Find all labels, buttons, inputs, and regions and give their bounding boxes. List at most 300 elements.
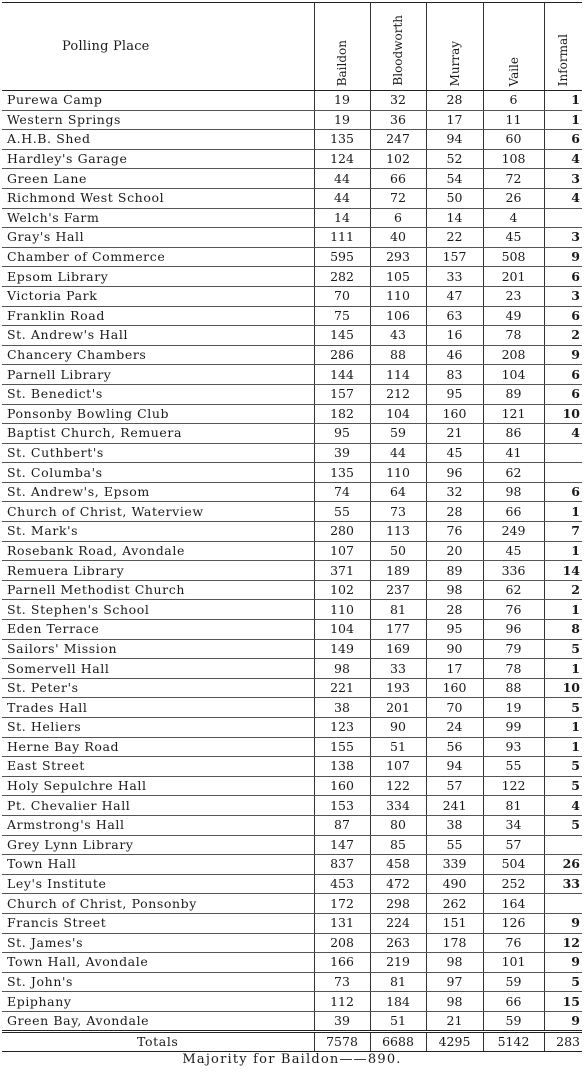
votes-murray: 98 (426, 580, 483, 600)
votes-baildon: 102 (314, 580, 370, 600)
votes-bloodworth: 212 (370, 384, 426, 404)
votes-vaile: 72 (483, 169, 544, 189)
votes-murray: 55 (426, 835, 483, 855)
votes-vaile: 121 (483, 404, 544, 424)
votes-baildon: 110 (314, 600, 370, 620)
table-row (2, 1011, 582, 1031)
polling-place: Sailors' Mission (2, 639, 314, 659)
votes-murray: 20 (426, 541, 483, 561)
votes-vaile: 60 (483, 130, 544, 150)
votes-bloodworth: 263 (370, 933, 426, 953)
votes-baildon: 221 (314, 678, 370, 698)
votes-bloodworth: 40 (370, 228, 426, 248)
votes-murray: 22 (426, 228, 483, 248)
votes-informal (544, 894, 582, 914)
votes-murray: 28 (426, 600, 483, 620)
votes-baildon: 70 (314, 286, 370, 306)
polling-place: Eden Terrace (2, 620, 314, 640)
votes-bloodworth: 81 (370, 600, 426, 620)
votes-baildon: 371 (314, 561, 370, 581)
table-body (2, 91, 582, 1032)
polling-place: Chamber of Commerce (2, 247, 314, 267)
header-murray-cell (426, 3, 483, 91)
votes-baildon: 147 (314, 835, 370, 855)
votes-vaile: 99 (483, 718, 544, 738)
polling-place: Parnell Methodist Church (2, 580, 314, 600)
table-row (2, 698, 582, 718)
table-row (2, 522, 582, 542)
votes-murray: 160 (426, 404, 483, 424)
votes-informal: 4 (544, 188, 582, 208)
votes-baildon: 75 (314, 306, 370, 326)
votes-baildon: 39 (314, 1011, 370, 1031)
votes-baildon: 112 (314, 992, 370, 1012)
votes-vaile: 6 (483, 91, 544, 111)
header-bloodworth: Bloodworth (391, 15, 405, 86)
polling-place: A.H.B. Shed (2, 130, 314, 150)
votes-informal: 9 (544, 1011, 582, 1031)
polling-place: Ponsonby Bowling Club (2, 404, 314, 424)
votes-bloodworth: 219 (370, 953, 426, 973)
header-murray: Murray (447, 40, 462, 86)
votes-bloodworth: 110 (370, 463, 426, 483)
votes-baildon: 286 (314, 345, 370, 365)
votes-vaile: 508 (483, 247, 544, 267)
votes-vaile: 34 (483, 815, 544, 835)
votes-vaile: 101 (483, 953, 544, 973)
votes-bloodworth: 458 (370, 855, 426, 875)
votes-murray: 178 (426, 933, 483, 953)
polling-place: St. Andrew's Hall (2, 326, 314, 346)
votes-murray: 38 (426, 815, 483, 835)
votes-vaile: 76 (483, 933, 544, 953)
votes-murray: 96 (426, 463, 483, 483)
polling-place: St. James's (2, 933, 314, 953)
total-baildon: 7578 (314, 1031, 370, 1051)
table-row (2, 718, 582, 738)
votes-bloodworth: 472 (370, 874, 426, 894)
polling-place: Parnell Library (2, 365, 314, 385)
votes-vaile: 41 (483, 443, 544, 463)
votes-murray: 24 (426, 718, 483, 738)
votes-baildon: 282 (314, 267, 370, 287)
votes-vaile: 59 (483, 1011, 544, 1031)
votes-baildon: 135 (314, 130, 370, 150)
header-informal-cell (544, 3, 582, 91)
votes-bloodworth: 106 (370, 306, 426, 326)
polling-place: Pt. Chevalier Hall (2, 796, 314, 816)
votes-informal: 5 (544, 639, 582, 659)
votes-murray: 21 (426, 424, 483, 444)
votes-informal: 2 (544, 580, 582, 600)
votes-bloodworth: 80 (370, 815, 426, 835)
polling-place: Chancery Chambers (2, 345, 314, 365)
votes-baildon: 453 (314, 874, 370, 894)
polling-place: Holy Sepulchre Hall (2, 776, 314, 796)
table-row (2, 953, 582, 973)
votes-vaile: 93 (483, 737, 544, 757)
table-row (2, 855, 582, 875)
polling-place: Green Bay, Avondale (2, 1011, 314, 1031)
votes-murray: 47 (426, 286, 483, 306)
votes-vaile: 66 (483, 502, 544, 522)
polling-place: Church of Christ, Waterview (2, 502, 314, 522)
votes-bloodworth: 189 (370, 561, 426, 581)
polling-place: Green Lane (2, 169, 314, 189)
polling-place: Rosebank Road, Avondale (2, 541, 314, 561)
table-row (2, 365, 582, 385)
header-row (2, 3, 582, 91)
votes-informal: 33 (544, 874, 582, 894)
table-row (2, 992, 582, 1012)
votes-informal: 9 (544, 345, 582, 365)
votes-baildon: 182 (314, 404, 370, 424)
votes-informal (544, 208, 582, 228)
votes-baildon: 55 (314, 502, 370, 522)
polling-place: Western Springs (2, 110, 314, 130)
votes-vaile: 86 (483, 424, 544, 444)
table-row (2, 482, 582, 502)
votes-bloodworth: 110 (370, 286, 426, 306)
votes-bloodworth: 224 (370, 913, 426, 933)
table-row (2, 913, 582, 933)
votes-murray: 95 (426, 384, 483, 404)
table-row (2, 874, 582, 894)
votes-baildon: 14 (314, 208, 370, 228)
votes-bloodworth: 184 (370, 992, 426, 1012)
votes-baildon: 19 (314, 91, 370, 111)
votes-bloodworth: 122 (370, 776, 426, 796)
votes-baildon: 87 (314, 815, 370, 835)
votes-bloodworth: 50 (370, 541, 426, 561)
votes-murray: 98 (426, 992, 483, 1012)
votes-murray: 57 (426, 776, 483, 796)
votes-bloodworth: 51 (370, 1011, 426, 1031)
votes-bloodworth: 201 (370, 698, 426, 718)
votes-vaile: 59 (483, 972, 544, 992)
votes-vaile: 49 (483, 306, 544, 326)
polling-place: Franklin Road (2, 306, 314, 326)
votes-murray: 46 (426, 345, 483, 365)
votes-informal: 6 (544, 306, 582, 326)
votes-baildon: 111 (314, 228, 370, 248)
votes-baildon: 160 (314, 776, 370, 796)
votes-vaile: 504 (483, 855, 544, 875)
votes-vaile: 78 (483, 659, 544, 679)
votes-baildon: 837 (314, 855, 370, 875)
votes-vaile: 126 (483, 913, 544, 933)
table-row (2, 502, 582, 522)
votes-informal: 1 (544, 91, 582, 111)
votes-vaile: 89 (483, 384, 544, 404)
votes-vaile: 81 (483, 796, 544, 816)
table-row (2, 404, 582, 424)
table-row (2, 110, 582, 130)
votes-vaile: 55 (483, 757, 544, 777)
votes-murray: 28 (426, 91, 483, 111)
polling-place: St. Stephen's School (2, 600, 314, 620)
votes-informal: 4 (544, 424, 582, 444)
votes-murray: 97 (426, 972, 483, 992)
votes-informal: 9 (544, 247, 582, 267)
votes-murray: 14 (426, 208, 483, 228)
totals-row (2, 1031, 582, 1051)
votes-baildon: 19 (314, 110, 370, 130)
votes-informal: 14 (544, 561, 582, 581)
header-bloodworth-cell (370, 3, 426, 91)
votes-baildon: 138 (314, 757, 370, 777)
votes-vaile: 96 (483, 620, 544, 640)
polling-place: Grey Lynn Library (2, 835, 314, 855)
votes-baildon: 123 (314, 718, 370, 738)
votes-informal: 10 (544, 404, 582, 424)
total-informal: 283 (544, 1031, 582, 1051)
polling-place: St. Columba's (2, 463, 314, 483)
votes-baildon: 95 (314, 424, 370, 444)
votes-informal: 10 (544, 678, 582, 698)
table-row (2, 208, 582, 228)
votes-informal: 1 (544, 110, 582, 130)
votes-informal: 3 (544, 286, 582, 306)
votes-bloodworth: 43 (370, 326, 426, 346)
votes-vaile: 23 (483, 286, 544, 306)
votes-vaile: 122 (483, 776, 544, 796)
table-row (2, 776, 582, 796)
polling-place: Richmond West School (2, 188, 314, 208)
table-row (2, 894, 582, 914)
header-vaile: Vaile (506, 56, 521, 86)
votes-vaile: 62 (483, 580, 544, 600)
polling-place: St. Cuthbert's (2, 443, 314, 463)
polling-place: St. John's (2, 972, 314, 992)
votes-bloodworth: 36 (370, 110, 426, 130)
header-polling-place: Polling Place (2, 3, 314, 91)
votes-vaile: 201 (483, 267, 544, 287)
votes-murray: 262 (426, 894, 483, 914)
votes-informal: 12 (544, 933, 582, 953)
table-row (2, 678, 582, 698)
table-row (2, 91, 582, 111)
votes-informal: 1 (544, 541, 582, 561)
votes-vaile: 78 (483, 326, 544, 346)
votes-baildon: 104 (314, 620, 370, 640)
votes-murray: 94 (426, 130, 483, 150)
votes-bloodworth: 177 (370, 620, 426, 640)
votes-baildon: 44 (314, 169, 370, 189)
votes-informal: 9 (544, 953, 582, 973)
table-row (2, 620, 582, 640)
votes-baildon: 74 (314, 482, 370, 502)
table-row (2, 639, 582, 659)
polling-place: Somervell Hall (2, 659, 314, 679)
votes-vaile: 19 (483, 698, 544, 718)
votes-vaile: 98 (483, 482, 544, 502)
votes-informal: 7 (544, 522, 582, 542)
table-footer (2, 1031, 582, 1051)
votes-informal: 4 (544, 149, 582, 169)
table-row (2, 933, 582, 953)
votes-bloodworth: 66 (370, 169, 426, 189)
votes-bloodworth: 237 (370, 580, 426, 600)
votes-bloodworth: 104 (370, 404, 426, 424)
votes-murray: 17 (426, 110, 483, 130)
table-row (2, 835, 582, 855)
votes-vaile: 11 (483, 110, 544, 130)
polling-place: Francis Street (2, 913, 314, 933)
votes-bloodworth: 247 (370, 130, 426, 150)
votes-murray: 339 (426, 855, 483, 875)
votes-murray: 151 (426, 913, 483, 933)
polling-place: East Street (2, 757, 314, 777)
votes-murray: 98 (426, 953, 483, 973)
votes-bloodworth: 64 (370, 482, 426, 502)
polling-place: Ley's Institute (2, 874, 314, 894)
table-row (2, 600, 582, 620)
votes-murray: 83 (426, 365, 483, 385)
votes-informal: 1 (544, 659, 582, 679)
votes-informal: 3 (544, 169, 582, 189)
polling-place: Victoria Park (2, 286, 314, 306)
votes-bloodworth: 105 (370, 267, 426, 287)
votes-baildon: 73 (314, 972, 370, 992)
votes-vaile: 26 (483, 188, 544, 208)
polling-place: Purewa Camp (2, 91, 314, 111)
polling-place: St. Andrew's, Epsom (2, 482, 314, 502)
polling-place: St. Peter's (2, 678, 314, 698)
table-header (2, 3, 582, 91)
votes-vaile: 164 (483, 894, 544, 914)
polling-place: Armstrong's Hall (2, 815, 314, 835)
header-vaile-cell (483, 3, 544, 91)
votes-murray: 70 (426, 698, 483, 718)
polling-place: Epsom Library (2, 267, 314, 287)
total-murray: 4295 (426, 1031, 483, 1051)
votes-bloodworth: 102 (370, 149, 426, 169)
table-row (2, 796, 582, 816)
votes-murray: 16 (426, 326, 483, 346)
votes-vaile: 45 (483, 228, 544, 248)
votes-informal: 5 (544, 815, 582, 835)
votes-informal: 6 (544, 384, 582, 404)
votes-bloodworth: 51 (370, 737, 426, 757)
votes-vaile: 76 (483, 600, 544, 620)
votes-bloodworth: 59 (370, 424, 426, 444)
votes-vaile: 252 (483, 874, 544, 894)
votes-informal (544, 463, 582, 483)
votes-vaile: 336 (483, 561, 544, 581)
votes-baildon: 172 (314, 894, 370, 914)
votes-informal: 5 (544, 698, 582, 718)
table-row (2, 149, 582, 169)
votes-baildon: 595 (314, 247, 370, 267)
polling-results-table (2, 2, 582, 1052)
votes-murray: 33 (426, 267, 483, 287)
votes-baildon: 38 (314, 698, 370, 718)
votes-informal: 6 (544, 130, 582, 150)
votes-baildon: 208 (314, 933, 370, 953)
table-row (2, 345, 582, 365)
votes-murray: 28 (426, 502, 483, 522)
votes-bloodworth: 88 (370, 345, 426, 365)
votes-bloodworth: 85 (370, 835, 426, 855)
table-row (2, 757, 582, 777)
table-row (2, 541, 582, 561)
votes-murray: 95 (426, 620, 483, 640)
polling-place: Welch's Farm (2, 208, 314, 228)
votes-vaile: 88 (483, 678, 544, 698)
table-row (2, 130, 582, 150)
table-row (2, 580, 582, 600)
votes-murray: 90 (426, 639, 483, 659)
table-row (2, 169, 582, 189)
votes-baildon: 149 (314, 639, 370, 659)
votes-murray: 17 (426, 659, 483, 679)
votes-vaile: 62 (483, 463, 544, 483)
totals-label: Totals (2, 1031, 314, 1051)
polling-place: Baptist Church, Remuera (2, 424, 314, 444)
votes-bloodworth: 293 (370, 247, 426, 267)
votes-murray: 89 (426, 561, 483, 581)
table-row (2, 326, 582, 346)
votes-informal (544, 443, 582, 463)
votes-bloodworth: 169 (370, 639, 426, 659)
polling-place: Gray's Hall (2, 228, 314, 248)
header-baildon-cell (314, 3, 370, 91)
total-bloodworth: 6688 (370, 1031, 426, 1051)
table-row (2, 424, 582, 444)
votes-baildon: 166 (314, 953, 370, 973)
votes-bloodworth: 33 (370, 659, 426, 679)
votes-vaile: 57 (483, 835, 544, 855)
votes-bloodworth: 73 (370, 502, 426, 522)
votes-informal: 9 (544, 913, 582, 933)
votes-informal: 4 (544, 796, 582, 816)
votes-baildon: 44 (314, 188, 370, 208)
polling-place: Trades Hall (2, 698, 314, 718)
header-informal: Informal (556, 33, 571, 86)
votes-murray: 76 (426, 522, 483, 542)
votes-informal: 6 (544, 267, 582, 287)
votes-murray: 52 (426, 149, 483, 169)
polling-place: Town Hall, Avondale (2, 953, 314, 973)
votes-informal: 1 (544, 737, 582, 757)
votes-murray: 50 (426, 188, 483, 208)
votes-baildon: 98 (314, 659, 370, 679)
votes-murray: 32 (426, 482, 483, 502)
votes-bloodworth: 90 (370, 718, 426, 738)
votes-bloodworth: 114 (370, 365, 426, 385)
votes-informal: 2 (544, 326, 582, 346)
votes-baildon: 124 (314, 149, 370, 169)
votes-informal: 1 (544, 600, 582, 620)
majority-note: Majority for Baildon——890. (182, 1052, 402, 1067)
votes-baildon: 153 (314, 796, 370, 816)
votes-murray: 160 (426, 678, 483, 698)
votes-informal: 1 (544, 502, 582, 522)
table-row (2, 267, 582, 287)
table-row (2, 463, 582, 483)
votes-baildon: 131 (314, 913, 370, 933)
table-row (2, 737, 582, 757)
votes-bloodworth: 72 (370, 188, 426, 208)
votes-bloodworth: 44 (370, 443, 426, 463)
votes-bloodworth: 81 (370, 972, 426, 992)
votes-baildon: 157 (314, 384, 370, 404)
polling-place: Church of Christ, Ponsonby (2, 894, 314, 914)
votes-vaile: 4 (483, 208, 544, 228)
votes-vaile: 45 (483, 541, 544, 561)
votes-baildon: 107 (314, 541, 370, 561)
